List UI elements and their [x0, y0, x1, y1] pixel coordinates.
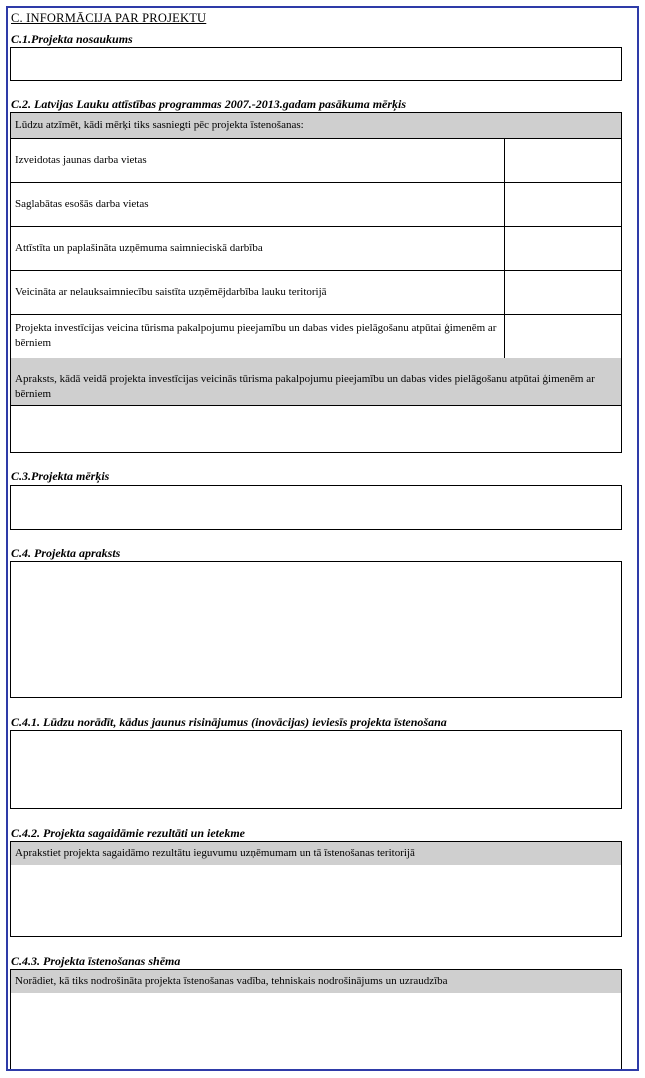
goal-row	[10, 182, 622, 227]
section-title: C. INFORMĀCIJA PAR PROJEKTU	[11, 11, 207, 25]
c2-instruction: Lūdzu atzīmēt, kādi mērķi tiks sasniegti pēc projekta īstenošanas:	[10, 112, 622, 139]
c43-instruction: Norādiet, kā tiks nodrošināta projekta īstenošanas vadība, tehniskais nodrošinājums un uzraudzība	[10, 969, 622, 994]
goal-row	[10, 270, 622, 315]
project-goal-field[interactable]	[10, 485, 622, 530]
c42-instruction: Aprakstiet projekta sagaidāmo rezultātu ieguvumu uzņēmumam un tā īstenošanas teritorijā	[10, 841, 622, 866]
c2-heading: C.2. Latvijas Lauku attīstības programmas 2007.-2013.gadam pasākuma mērķis	[11, 97, 407, 111]
goal-row	[10, 226, 622, 271]
goal-checkbox-non-agri-business[interactable]	[504, 270, 621, 314]
goal-label: Projekta investīcijas veicina tūrisma pakalpojumu pieejamību un dabas vides pielāgošanu atpūtai ģimenēm ar bērniem	[15, 322, 497, 349]
goal-label: Saglabātas esošās darba vietas	[15, 197, 149, 210]
scheme-field[interactable]	[10, 993, 622, 1069]
goal-checkbox-business-growth[interactable]	[504, 226, 621, 270]
goal-checkbox-kept-jobs[interactable]	[504, 182, 621, 226]
goal-label: Izveidotas jaunas darba vietas	[15, 153, 147, 166]
c4-heading: C.4. Projekta apraksts	[11, 546, 121, 560]
c3-heading: C.3.Projekta mērķis	[11, 469, 110, 483]
results-field[interactable]	[10, 865, 622, 937]
c1-heading: C.1.Projekta nosaukums	[11, 32, 133, 46]
goal-checkbox-new-jobs[interactable]	[504, 138, 621, 182]
c2-description-field[interactable]	[10, 405, 622, 453]
c43-heading: C.4.3. Projekta īstenošanas shēma	[11, 954, 181, 968]
c2-description-label: Apraksts, kādā veidā projekta investīcijas veicinās tūrisma pakalpojumu pieejamību un dabas vides pielāgošanu atpūtai ģimenēm ar bērniem	[10, 358, 622, 406]
project-name-field[interactable]	[10, 47, 622, 81]
innovations-field[interactable]	[10, 730, 622, 809]
c42-heading: C.4.2. Projekta sagaidāmie rezultāti un ietekme	[11, 826, 245, 840]
goal-label: Attīstīta un paplašināta uzņēmuma saimnieciskā darbība	[15, 241, 263, 254]
goal-row	[10, 138, 622, 183]
c41-heading: C.4.1. Lūdzu norādīt, kādus jaunus risinājumus (inovācijas) ieviesīs projekta īstenošana	[11, 715, 447, 729]
goal-checkbox-tourism[interactable]	[504, 314, 621, 358]
goal-label: Veicināta ar nelauksaimniecību saistīta uzņēmējdarbība lauku teritorijā	[15, 285, 327, 298]
goal-row	[10, 314, 622, 359]
project-description-field[interactable]	[10, 561, 622, 698]
